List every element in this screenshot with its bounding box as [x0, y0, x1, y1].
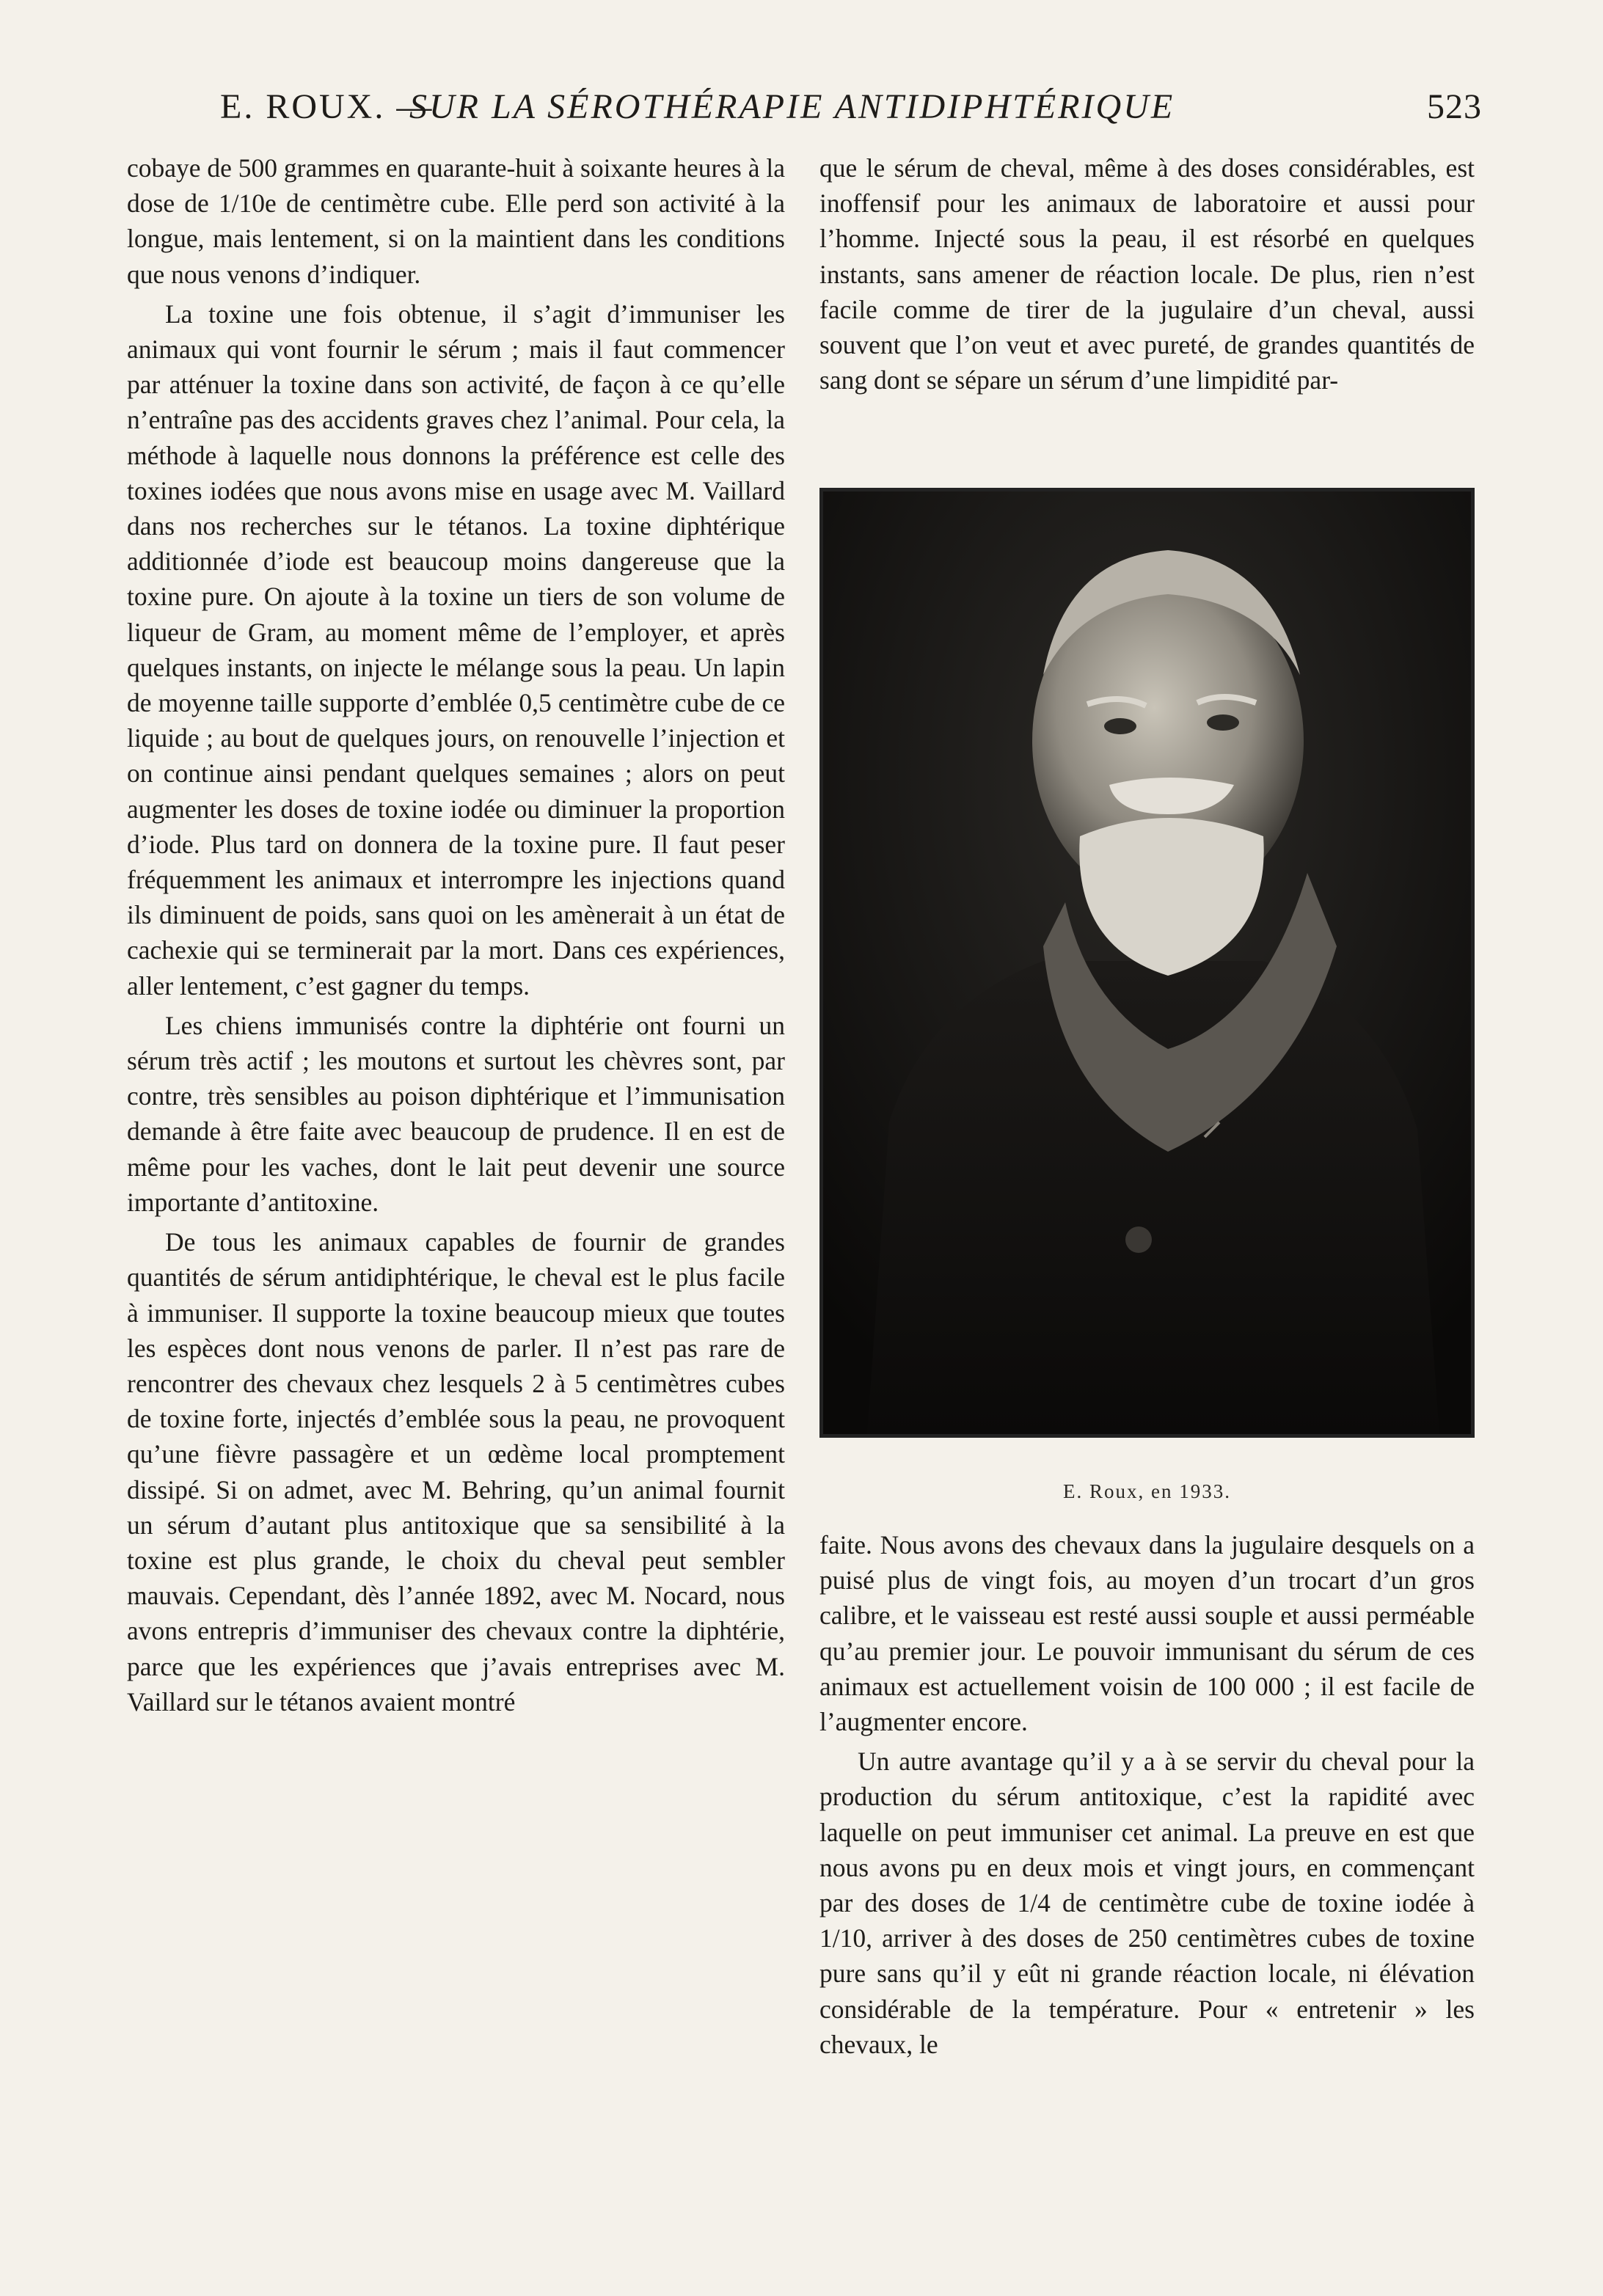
- left-column: [127, 150, 785, 1719]
- header-author: E. ROUX. —: [220, 87, 434, 126]
- portrait-photo: [819, 488, 1475, 1438]
- paragraph: faite. Nous avons des chevaux dans la jugulaire desquels on a puisé plus de vingt fois, au moyen d’un trocart d’un gros calibre, et le vaisseau est resté aussi souple et aussi perméable qu’au premier jour. Le pouvoir immunisant du sérum de ces animaux est actuellement voisin de 100 000 ; il est facile de l’augmenter encore.: [819, 1530, 1475, 1737]
- running-header: [220, 87, 1482, 138]
- paragraph: La toxine une fois obtenue, il s’agit d’immuniser les animaux qui vont fournir le sérum ; mais il faut commencer par atténuer la toxine dans son activité, de façon à ce qu’elle n’entraîne pas des accidents graves chez l’animal. Pour cela, la méthode à laquelle nous donnons la préférence est celle des toxines iodées que nous avons mise en usage avec M. Vaillard dans nos recherches sur le tétanos. La toxine diphtérique additionnée d’iode est beaucoup moins dangereuse que la toxine pure. On ajoute à la toxine un tiers de son volume de liqueur de Gram, au moment même de l’employer, et après quelques instants, on injecte le mélange sous la peau. Un lapin de moyenne taille supporte d’emblée 0,5 centimètre cube de ce liquide ; au bout de quelques jours, on renouvelle l’injection et on continue ainsi pendant quelques semaines ; alors on peut augmenter les doses de toxine iodée ou diminuer la proportion d’iode. Plus tard on donnera de la toxine pure. Il faut peser fréquemment les animaux et interrompre les injections quand ils diminuent de poids, sans quoi on les amènerait à un état de cachexie qui se terminerait par la mort. Dans ces expériences, aller lentement, c’est gagner du temps.: [127, 299, 785, 1001]
- right-column-top: [819, 150, 1475, 398]
- right-column-bottom: [819, 1527, 1475, 2062]
- page-number: 523: [1427, 87, 1482, 126]
- paragraph: Un autre avantage qu’il y a à se servir du cheval pour la production du sérum antitoxique, c’est la rapidité avec laquelle on peut immuniser cet animal. La preuve en est que nous avons pu en deux mois et vingt jours, en commençant par des doses de 1/4 de centimètre cube de toxine iodée à 1/10, arriver à des doses de 250 centimètres cubes de toxine pure sans qu’il y eût ni grande réaction locale, ni élévation considérable de la température. Pour « entretenir » les chevaux, le: [819, 1747, 1475, 2059]
- paragraph: cobaye de 500 grammes en quarante-huit à soixante heures à la dose de 1/10e de centimètre cube. Elle perd son activité à la longue, mais lentement, si on la maintient dans les conditions que nous venons d’indiquer.: [127, 153, 785, 289]
- paragraph: De tous les animaux capables de fournir de grandes quantités de sérum antidiphtérique, le cheval est le plus facile à immuniser. Il supporte la toxine beaucoup mieux que toutes les espèces dont nous venons de parler. Il n’est pas rare de rencontrer des chevaux chez lesquels 2 à 5 centimètres cubes de toxine forte, injectés d’emblée sous la peau, ne provoquent qu’une fièvre passagère et un œdème local promptement dissipé. Si on admet, avec M. Behring, qu’un animal fournit un sérum d’autant plus antitoxique que sa sensibilité à la toxine est plus grande, le choix du cheval peut sembler mauvais. Cependant, dès l’année 1892, avec M. Nocard, nous avons entrepris d’immuniser des chevaux contre la diphtérie, parce que les expériences que j’avais entreprises avec M. Vaillard sur le tétanos avaient montré: [127, 1227, 785, 1716]
- figure-caption: E. Roux, en 1933.: [1063, 1480, 1231, 1502]
- header-title: SUR LA SÉROTHÉRAPIE ANTIDIPHTÉRIQUE: [409, 87, 1175, 126]
- paragraph: que le sérum de cheval, même à des doses considérables, est inoffensif pour les animaux de laboratoire et aussi pour l’homme. Injecté sous la peau, il est résorbé en quelques instants, sans amener de réaction locale. De plus, rien n’est facile comme de tirer de la jugulaire d’un cheval, aussi souvent que l’on veut et avec pureté, de grandes quantités de sang dont se sépare un sérum d’une limpidité par-: [819, 153, 1475, 395]
- paragraph: Les chiens immunisés contre la diphtérie ont fourni un sérum très actif ; les moutons et surtout les chèvres sont, par contre, très sensibles au poison diphtérique et l’immunisation demande à être faite avec beaucoup de prudence. Il en est de même pour les vaches, dont le lait peut devenir une source importante d’antitoxine.: [127, 1010, 785, 1217]
- portrait-image: [823, 491, 1471, 1434]
